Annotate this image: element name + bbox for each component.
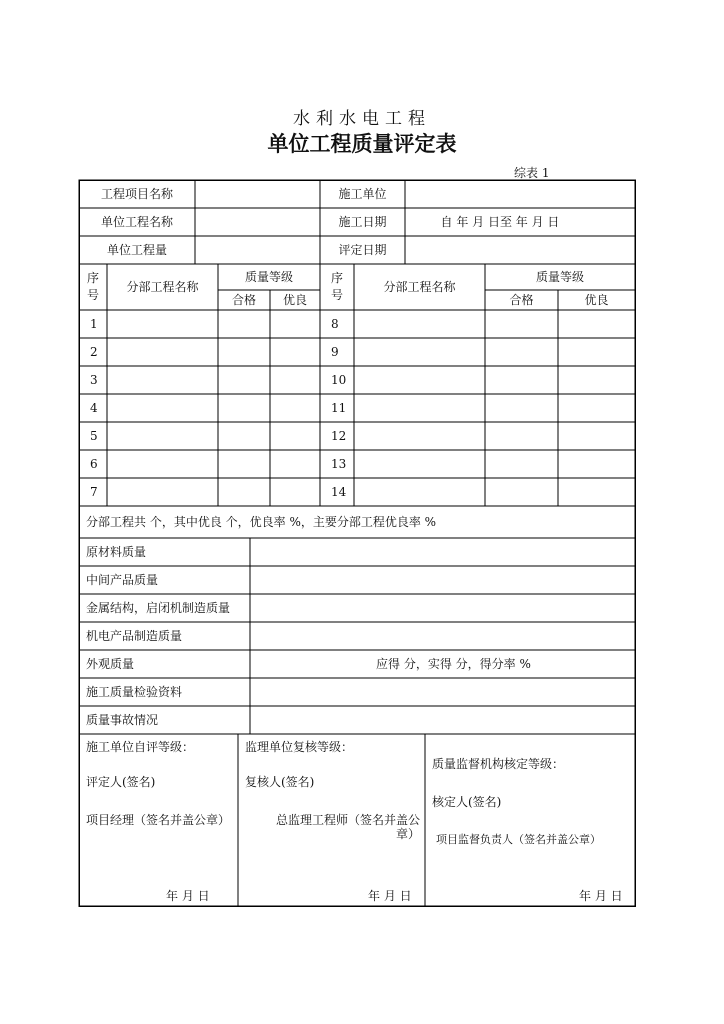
division-name-label: 分部工程名称 xyxy=(383,280,456,294)
agency-verifier-label: 核定人(签名) xyxy=(432,795,502,809)
appearance-label: 外观质量 xyxy=(86,657,135,671)
contractor-label: 施工单位 xyxy=(338,187,387,201)
metal-structure-label: 金属结构，启闭机制造质量 xyxy=(86,601,231,615)
row-number: 8 xyxy=(331,317,339,331)
project-name-label: 工程项目名称 xyxy=(100,187,173,201)
excellent-label: 优良 xyxy=(584,293,609,307)
row-number: 5 xyxy=(90,429,98,443)
unit-quantity-label: 单位工程量 xyxy=(106,243,167,257)
agency-date: 年 月 日 xyxy=(579,889,623,903)
pass-label: 合格 xyxy=(231,293,256,307)
evaluation-date-label: 评定日期 xyxy=(338,243,387,257)
division-name-label: 分部工程名称 xyxy=(126,280,199,294)
supervisor-reviewer-label: 复核人(签名) xyxy=(245,775,315,789)
appearance-score: 应得 分，实得 分，得分率 % xyxy=(376,657,531,671)
row-number: 1 xyxy=(90,317,98,331)
supervisor-engineer-label: 总监理工程师（签名并盖公章） xyxy=(275,813,420,841)
row-number: 14 xyxy=(331,485,347,499)
row-number: 13 xyxy=(331,457,347,471)
seq-label: 序 xyxy=(86,271,99,285)
unit-name-label: 单位工程名称 xyxy=(100,215,173,229)
row-number: 9 xyxy=(331,345,339,359)
contractor-date: 年 月 日 xyxy=(166,889,210,903)
row-number: 4 xyxy=(90,401,98,415)
supervisor-grade-label: 监理单位复核等级： xyxy=(245,740,354,754)
grade-label: 质量等级 xyxy=(244,270,293,284)
seq-label: 号 xyxy=(330,288,343,302)
intermediate-product-label: 中间产品质量 xyxy=(86,573,159,587)
contractor-assessor-label: 评定人(签名) xyxy=(86,775,156,789)
row-number: 10 xyxy=(331,373,347,387)
row-number: 2 xyxy=(90,345,98,359)
row-number: 11 xyxy=(331,401,347,415)
construction-date-label: 施工日期 xyxy=(338,215,387,229)
contractor-grade-label: 施工单位自评等级： xyxy=(86,740,195,754)
form-subtitle: 水利水电工程 xyxy=(293,109,431,129)
inspection-data-label: 施工质量检验资料 xyxy=(86,685,183,699)
excellent-label: 优良 xyxy=(282,293,307,307)
row-number: 3 xyxy=(90,373,98,387)
contractor-manager-label: 项目经理（签名并盖公章） xyxy=(86,813,231,827)
row-number: 12 xyxy=(331,429,347,443)
row-number: 6 xyxy=(90,457,98,471)
agency-head-label: 项目监督负责人（签名并盖公章） xyxy=(436,833,601,846)
construction-date-value: 自 年 月 日至 年 月 日 xyxy=(440,215,560,229)
raw-material-label: 原材料质量 xyxy=(86,545,147,559)
agency-grade-label: 质量监督机构核定等级： xyxy=(432,757,565,771)
accident-label: 质量事故情况 xyxy=(86,713,159,727)
division-summary: 分部工程共 个，其中优良 个，优良率 %，主要分部工程优良率 % xyxy=(86,515,437,529)
seq-label: 序 xyxy=(330,271,343,285)
seq-label: 号 xyxy=(86,288,99,302)
supervisor-date: 年 月 日 xyxy=(368,889,412,903)
electromech-label: 机电产品制造质量 xyxy=(86,629,183,643)
pass-label: 合格 xyxy=(509,293,534,307)
grade-label: 质量等级 xyxy=(535,270,584,284)
form-number: 综表 1 xyxy=(514,166,550,180)
form-title: 单位工程质量评定表 xyxy=(267,132,457,156)
row-number: 7 xyxy=(90,485,98,499)
